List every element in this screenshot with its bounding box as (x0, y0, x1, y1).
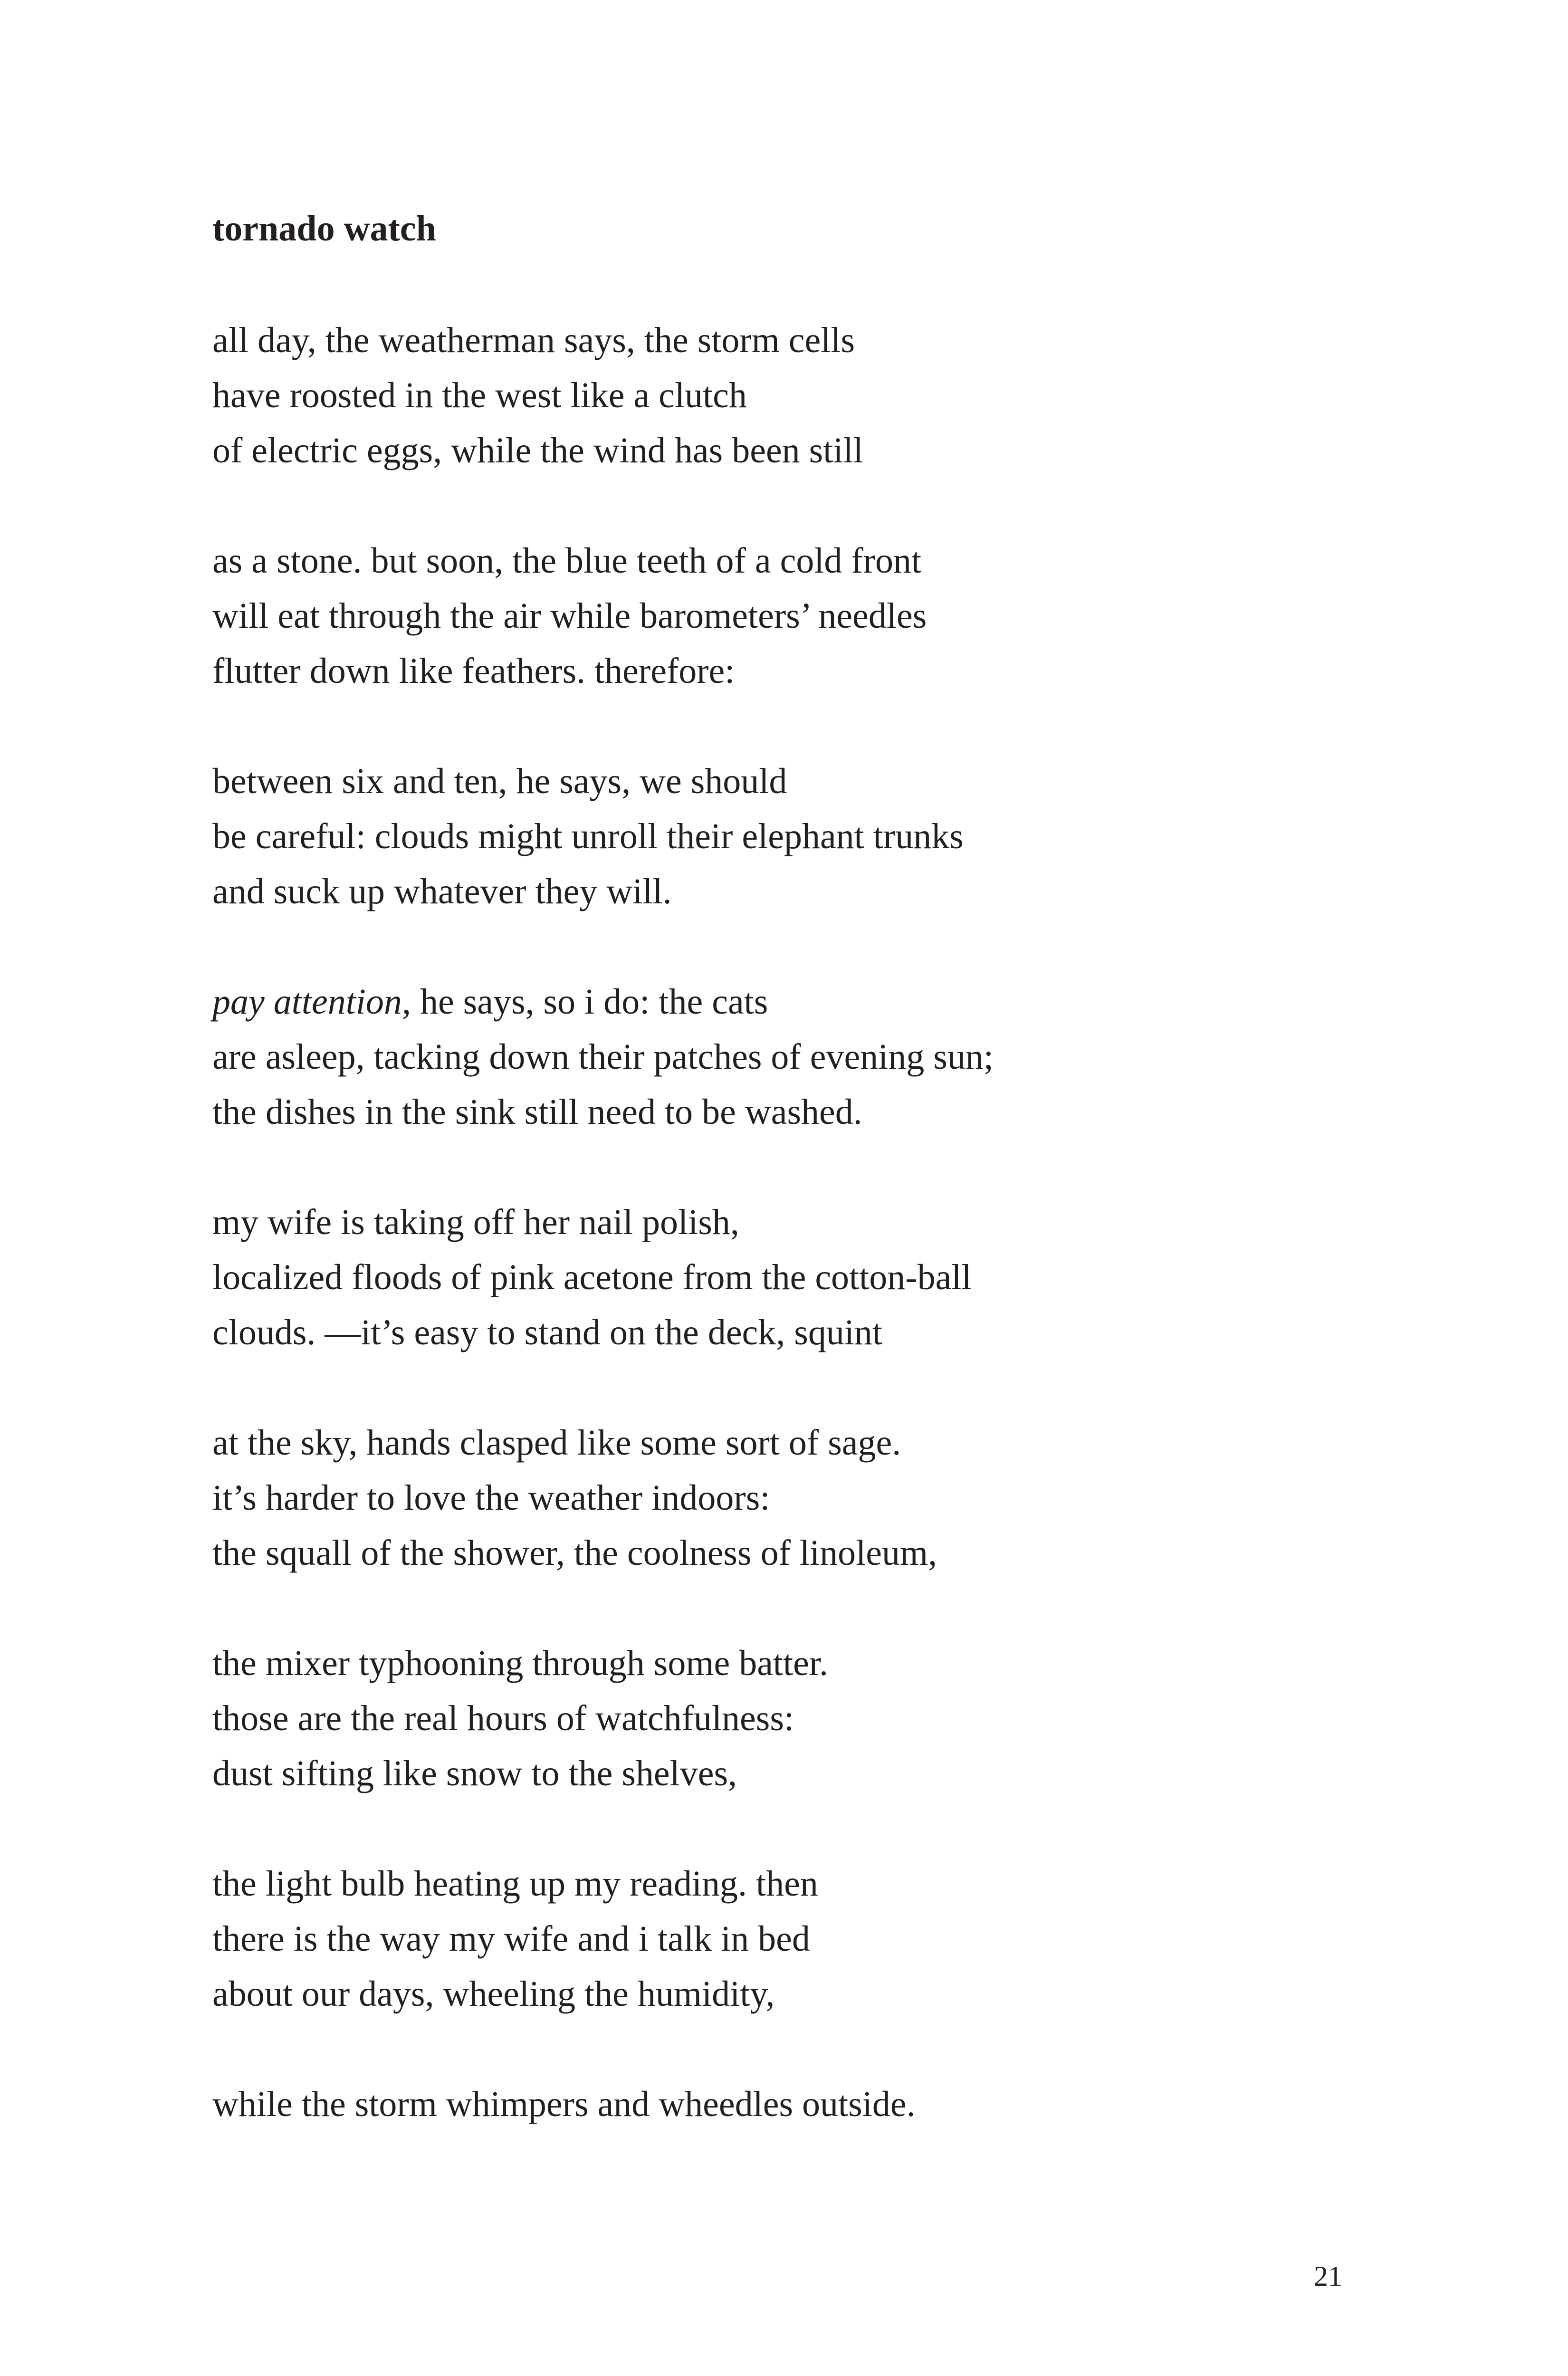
poem-line: while the storm whimpers and wheedles outside. (212, 2084, 916, 2124)
poem-line: have roosted in the west like a clutch (212, 375, 747, 415)
poem-line: and suck up whatever they will. (212, 872, 672, 911)
stanza-9 (212, 2077, 1353, 2132)
poem-line: the squall of the shower, the coolness of linoleum, (212, 1533, 937, 1573)
stanza-6 (212, 1415, 1353, 1581)
poem-line: the dishes in the sink still need to be washed. (212, 1092, 862, 1132)
poem-line: dust sifting like snow to the shelves, (212, 1753, 737, 1793)
poem-line: all day, the weatherman says, the storm cells (212, 320, 855, 360)
stanza-1 (212, 313, 1353, 478)
poem-line: between six and ten, he says, we should (212, 761, 787, 801)
page-number: 21 (1314, 2261, 1342, 2292)
poem-line: the light bulb heating up my reading. then (212, 1864, 818, 1904)
poem-line: my wife is taking off her nail polish, (212, 1202, 739, 1242)
poem-body (212, 313, 1353, 2132)
poem-line: it’s harder to love the weather indoors: (212, 1478, 770, 1518)
stanza-4 (212, 974, 1353, 1140)
poem-line-mixed (212, 974, 1353, 1029)
line-remainder: , he says, so i do: the cats (402, 982, 768, 1022)
poem-line: of electric eggs, while the wind has been still (212, 431, 863, 470)
poem-line: the mixer typhooning through some batter. (212, 1643, 829, 1683)
stanza-5 (212, 1195, 1353, 1360)
stanza-3 (212, 754, 1353, 919)
stanza-2 (212, 533, 1353, 699)
stanza-8 (212, 1856, 1353, 2022)
poem-line: localized floods of pink acetone from the cotton-ball (212, 1257, 972, 1297)
poem-line: there is the way my wife and i talk in bed (212, 1919, 810, 1959)
poem-line: be careful: clouds might unroll their elephant trunks (212, 816, 964, 856)
poem-line: are asleep, tacking down their patches of evening sun; (212, 1037, 994, 1077)
poem-title: tornado watch (212, 209, 436, 249)
poem-line: about our days, wheeling the humidity, (212, 1974, 775, 2014)
poem-line: flutter down like feathers. therefore: (212, 651, 735, 691)
italic-phrase: pay attention (212, 982, 402, 1022)
poem-line: will eat through the air while barometers’ needles (212, 596, 927, 636)
poem-line: those are the real hours of watchfulness: (212, 1698, 794, 1738)
poem-line: clouds. —it’s easy to stand on the deck, squint (212, 1313, 883, 1352)
poem (212, 203, 1353, 2132)
stanza-7 (212, 1636, 1353, 1801)
poem-line: at the sky, hands clasped like some sort of sage. (212, 1423, 901, 1463)
poem-line: as a stone. but soon, the blue teeth of a cold front (212, 541, 922, 581)
